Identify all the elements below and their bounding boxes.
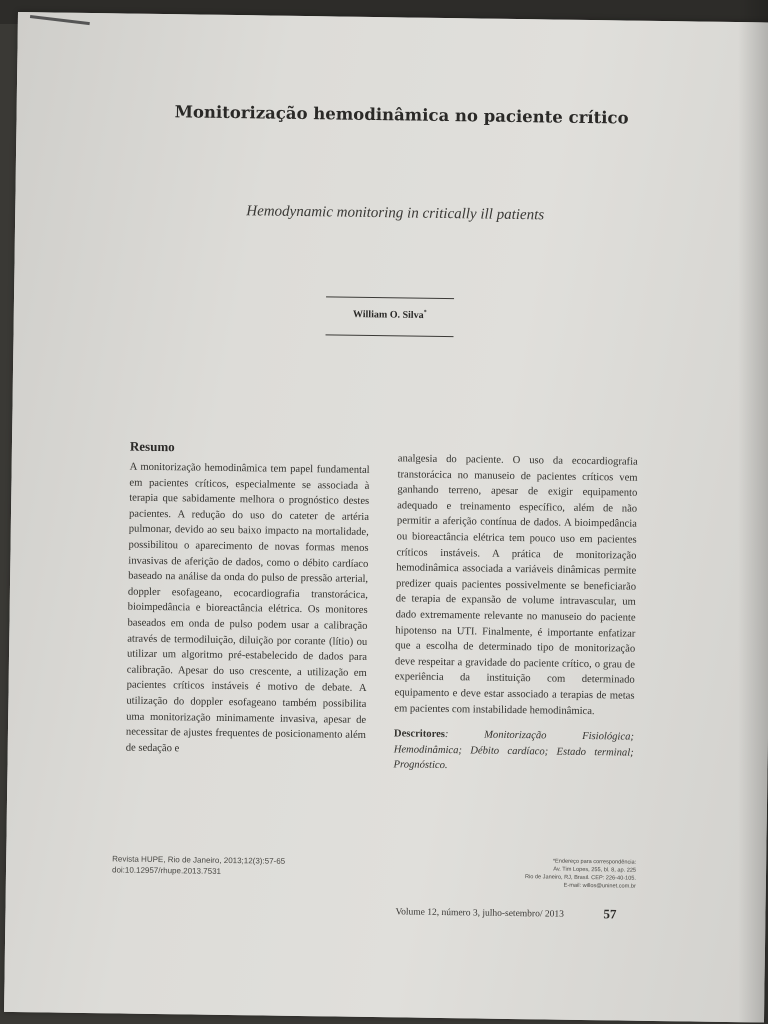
author-name <box>326 308 454 321</box>
page-number: 57 <box>603 906 617 922</box>
journal-citation <box>112 853 285 877</box>
abstract-text-right: analgesia do paciente. O uso da ecocardiografia transtorácica no manuseio de pacientes críticos vem ganhando terreno, apesar de exigir equipamento adequado e treinamento específico, além de não permitir a aferição contínua de dados. A bioimpedância ou bioreactância elétrica tem pouco uso em pacientes críticos instáveis. A prática de monitorização hemodinâmica associada a variáveis dinâmicas permite predizer quais pacientes possivelmente se beneficiarão de terapia de expansão de volume intravascular, um dado extremamente relevante no manuseio do paciente hipotenso na UTI. Finalmente, é importante enfatizar que a escolha de determinado tipo de monitorização deve respeitar a gravidade do paciente crítico, o grau de experiência da instituição com determinado equipamento e deve estar associado a terapias de metas em pacientes com instabilidade hemodinâmica. <box>394 453 638 717</box>
address-line: Av. Tim Lopes, 255, bl. 8, ap. 225 <box>553 866 637 874</box>
author-rule-top <box>326 296 454 299</box>
descriptors-label: Descritores <box>393 728 446 741</box>
abstract-column-right <box>393 451 637 776</box>
edge-shadow <box>738 0 768 1024</box>
author-name-text: William O. Silva <box>352 309 424 322</box>
journal-doi: doi:10.12957/rhupe.2013.7531 <box>111 865 222 876</box>
author-footnote-mark: * <box>423 309 427 316</box>
descriptors <box>393 726 634 776</box>
abstract-column-left <box>126 460 370 760</box>
abstract-heading: Resumo <box>129 438 175 455</box>
address-line: *Endereço para correspondência: <box>552 858 637 866</box>
paper-page <box>4 12 768 1023</box>
article-subtitle: Hemodynamic monitoring in critically ill patients <box>246 203 545 224</box>
article-title: Monitorização hemodinâmica no paciente crítico <box>174 102 629 128</box>
volume-info: Volume 12, número 3, julho-setembro/ 2013 <box>395 907 564 920</box>
journal-citation-line: Revista HUPE, Rio de Janeiro, 2013;12(3):57-65 <box>112 854 286 866</box>
author-rule-bottom <box>326 334 454 337</box>
descriptors-terms: : Monitorização Fisiológica; Hemodinâmica; Débito cardíaco; Estado terminal; Prognóstico. <box>393 729 635 772</box>
abstract-text-left: A monitorização hemodinâmica tem papel fundamental em pacientes críticos, especialmente se associada à terapia que sabidamente melhora o prognóstico destes pacientes. A redução do uso do cateter de artéria pulmonar, devido ao seu baixo impacto na mortalidade, possibilitou o aparecimento de novas formas menos invasivas de aferição de dados, como o débito cardíaco baseado na análise da onda do pulso de pressão arterial, doppler esofageano, ecocardiografia transtorácica, bioimpedância e bioreactância elétrica. Os monitores baseados em onda de pulso podem usar a calibração através de termodiluição, diluição por corante (lítio) ou utilizar um algoritmo pré-estabelecido de dados para calibração. Apesar do uso crescente, a utilização em pacientes críticos instáveis é motivo de debate. A utilização do doppler esofageano também possibilita uma monitorização minimamente invasiva, apesar de necessitar de ajustes frequentes de posicionamento além de sedação e <box>125 461 370 755</box>
address-email: E-mail: willos@uninet.com.br <box>563 882 636 890</box>
corner-pen-mark <box>30 15 90 25</box>
address-line: Rio de Janeiro, RJ, Brasil. CEP: 226-40-105. <box>524 874 637 882</box>
correspondence-address <box>466 856 636 890</box>
